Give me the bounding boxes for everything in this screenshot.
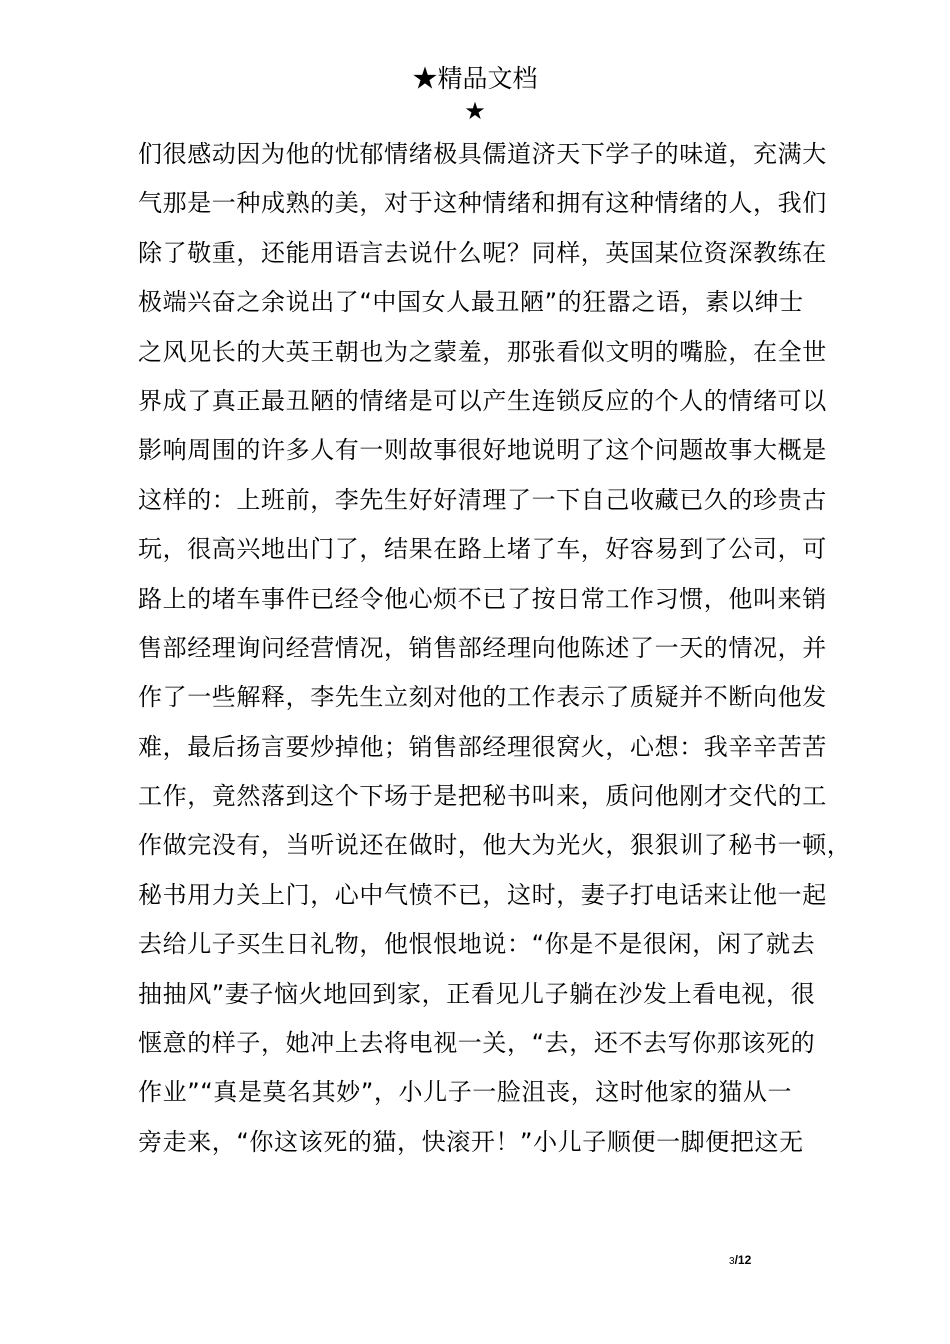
- text-line: 除了敬重，还能用语言去说什么呢？同样，英国某位资深教练在: [138, 238, 827, 267]
- text-line: 极端兴奋之余说出了“中国女人最丑陋”的狂嚣之语，素以绅士: [138, 288, 804, 317]
- text-line: 售部经理询问经营情况，销售部经理向他陈述了一天的情况，并: [138, 633, 827, 662]
- body-text: [138, 130, 852, 1167]
- text-line: 作做完没有，当听说还在做时，他大为光火，狠狠训了秘书一顿，: [138, 831, 852, 860]
- text-line: 气那是一种成熟的美，对于这种情绪和拥有这种情绪的人，我们: [138, 189, 827, 218]
- header-star-icon: ★: [464, 97, 486, 125]
- text-line: 这样的：上班前，李先生好好清理了一下自己收藏已久的珍贵古: [138, 485, 827, 514]
- text-line: 作了一些解释，李先生立刻对他的工作表示了质疑并不断向他发: [138, 683, 827, 712]
- text-line: 影响周围的许多人有一则故事很好地说明了这个问题故事大概是: [138, 436, 827, 465]
- text-line: 们很感动因为他的忧郁情绪极具儒道济天下学子的味道，充满大: [138, 140, 827, 168]
- text-line: 作业”“真是莫名其妙”，小儿子一脸沮丧，这时他家的猫从一: [138, 1078, 793, 1107]
- text-line: 抽抽风”妻子恼火地回到家，正看见儿子躺在沙发上看电视，很: [138, 979, 816, 1008]
- text-line: 玩，很高兴地出门了，结果在路上堵了车，好容易到了公司，可: [138, 535, 827, 564]
- header-title: ★精品文档: [412, 64, 538, 93]
- text-line: 之风见长的大英王朝也为之蒙羞，那张看似文明的嘴脸，在全世: [138, 337, 827, 366]
- page-current: 3: [729, 1256, 735, 1267]
- page-number: [729, 1252, 751, 1270]
- page-total: 12: [737, 1253, 752, 1267]
- page-separator: /: [734, 1253, 738, 1267]
- text-line: 路上的堵车事件已经令他心烦不已了按日常工作习惯，他叫来销: [138, 584, 827, 613]
- text-line: 去给儿子买生日礼物，他恨恨地说：“你是不是很闲，闲了就去: [138, 930, 816, 959]
- text-line: 惬意的样子，她冲上去将电视一关，“去，还不去写你那该死的: [138, 1029, 816, 1058]
- text-line: 界成了真正最丑陋的情绪是可以产生连锁反应的个人的情绪可以: [138, 386, 827, 415]
- text-line: 难，最后扬言要炒掉他；销售部经理很窝火，心想：我辛辛苦苦: [138, 732, 827, 761]
- text-line: 旁走来，“你这该死的猫，快滚开！”小儿子顺便一脚便把这无: [138, 1127, 804, 1156]
- text-line: 工作，竟然落到这个下场于是把秘书叫来，质问他刚才交代的工: [138, 782, 827, 811]
- text-line: 秘书用力关上门，心中气愤不已，这时，妻子打电话来让他一起: [138, 880, 827, 909]
